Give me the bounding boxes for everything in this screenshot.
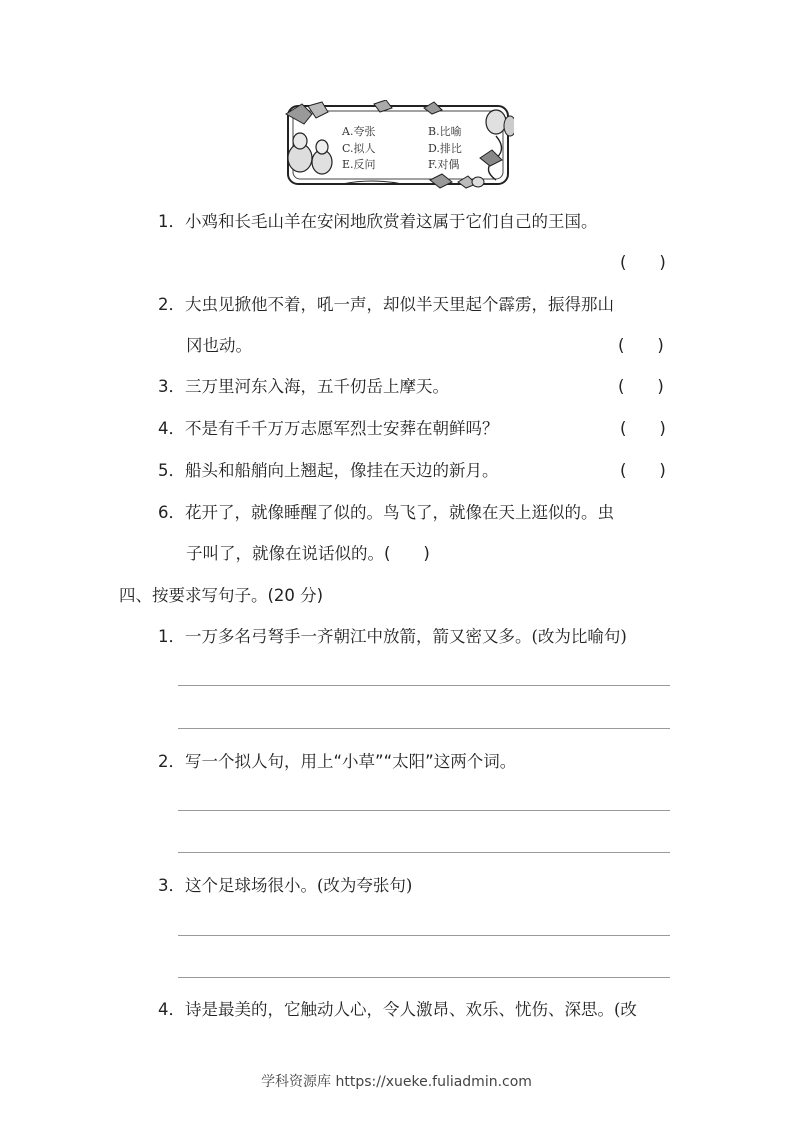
rhetoric-options-box [282,100,514,190]
rewrite-question-3-hint: (改为夸张句) [317,876,413,895]
question-2-answer-paren[interactable]: ( ) [618,336,664,355]
answer-line[interactable] [178,977,670,978]
rewrite-question-1-hint: (改为比喻句) [531,627,627,646]
question-3-answer-paren[interactable]: ( ) [618,377,664,396]
rewrite-question-4-hint: (改 [614,1000,637,1019]
rewrite-question-1-text: 1．一万多名弓弩手一齐朝江中放箭，箭又密又多。 [158,627,532,646]
option-b: B.比喻 [428,125,462,138]
answer-line[interactable] [178,810,670,811]
option-f: F.对偶 [428,158,460,171]
rewrite-question-3 [158,875,412,897]
question-1-text: 1．小鸡和长毛山羊在安闲地欣赏着这属于它们自己的王国。 [158,212,598,231]
rewrite-question-1 [158,626,627,648]
question-2-text-line2: 冈也动。 [186,336,252,355]
rewrite-question-4-text: 4．诗是最美的，它触动人心，令人激昂、欢乐、忧伤、深思。 [158,1000,614,1019]
answer-line[interactable] [178,852,670,853]
option-d: D.排比 [428,142,462,155]
question-6-text-line1: 6．花开了，就像睡醒了似的。鸟飞了，就像在天上逛似的。虫 [158,503,614,522]
rewrite-question-3-text: 3．这个足球场很小。 [158,876,317,895]
answer-line[interactable] [178,728,670,729]
option-a: A.夸张 [342,125,376,138]
question-4-answer-paren[interactable]: ( ) [620,419,666,438]
question-1-answer-paren[interactable]: ( ) [620,253,666,272]
footer-watermark: 学科资源库 https://xueke.fuliadmin.com [261,1074,532,1090]
floral-frame-icon [282,100,514,190]
question-5-answer-paren[interactable]: ( ) [620,461,666,480]
rewrite-question-4 [158,999,637,1021]
question-3-text: 3．三万里河东入海，五千仞岳上摩天。 [158,377,449,396]
section-4-heading: 四、按要求写句子。(20 分) [119,586,324,605]
answer-line[interactable] [178,685,670,686]
option-c: C.拟人 [342,142,376,155]
question-2-text-line1: 2．大虫见掀他不着，吼一声，却似半天里起个霹雳，振得那山 [158,295,614,314]
answer-line[interactable] [178,935,670,936]
rewrite-question-2-text: 2．写一个拟人句，用上“小草”“太阳”这两个词。 [158,752,517,771]
question-6-text-line2: 子叫了，就像在说话似的。( ) [186,544,430,563]
question-5-text: 5．船头和船艄向上翘起，像挂在天边的新月。 [158,461,499,480]
option-e: E.反问 [342,158,376,171]
question-4-text: 4．不是有千千万万志愿军烈士安葬在朝鲜吗？ [158,419,499,438]
